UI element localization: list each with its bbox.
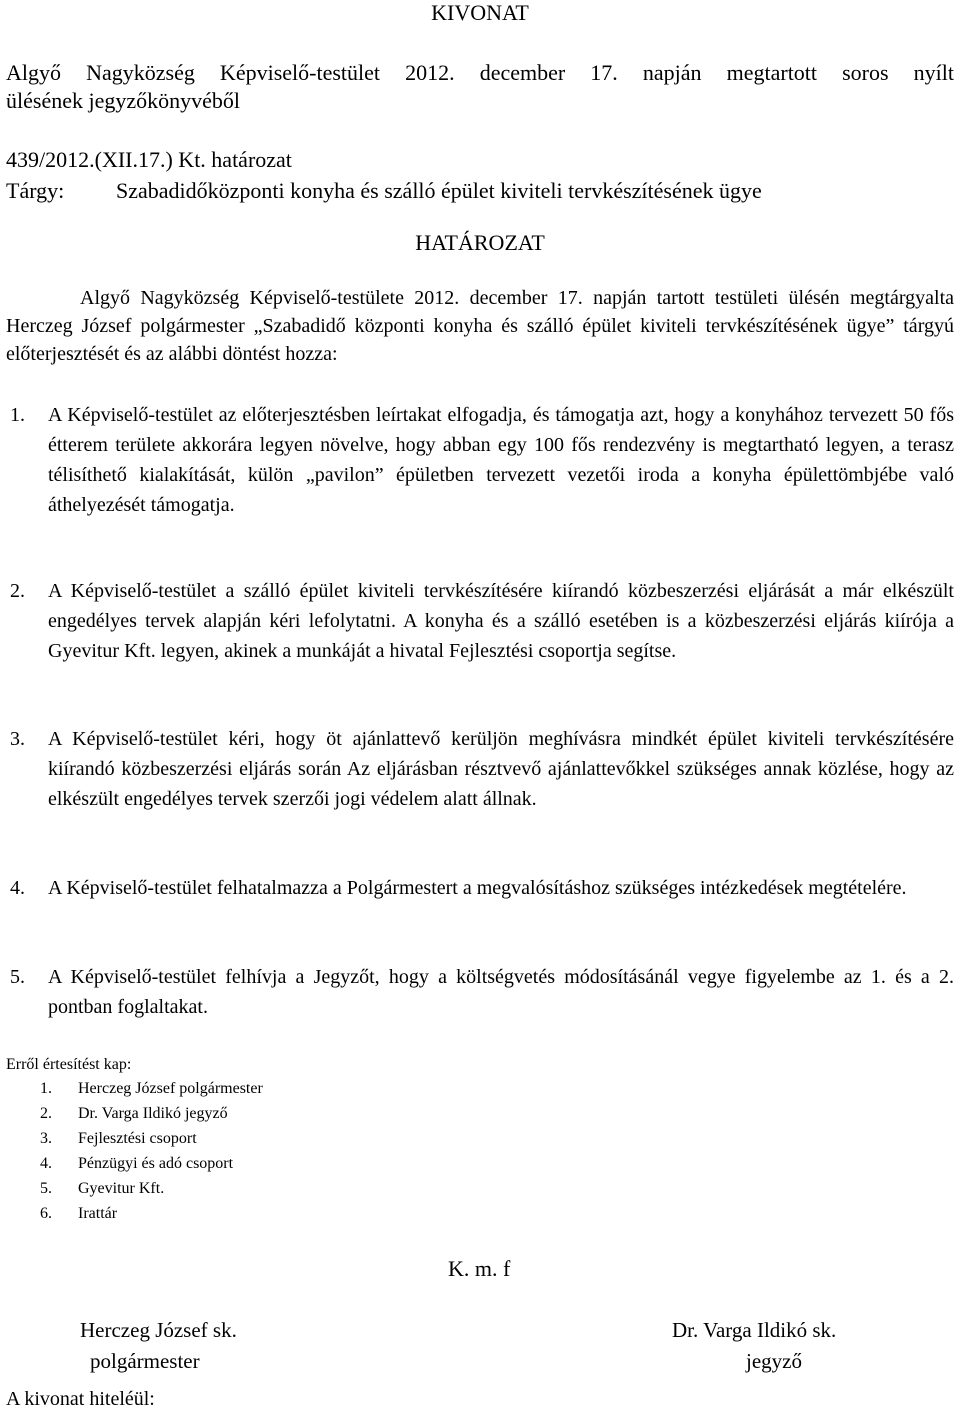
list-number: 2. <box>40 1105 52 1122</box>
item-text: A Képviselő-testület kéri, hogy öt ajánlattevő kerüljön meghívásra mindkét épület kiviteli tervkészítésére kiírandó közbeszerzési eljárás során Az eljárásban résztvevő ajánlattevőkkel szükséges annak közlése, hogy az elkészült engedélyes tervek szerzői jogi védelem alatt állnak. <box>48 728 954 810</box>
list-number: 1. <box>40 1080 52 1097</box>
certification-footer: A kivonat hiteléül: <box>6 1388 155 1410</box>
item-text: A Képviselő-testület az előterjesztésben leírtakat elfogadja, és támogatja azt, hogy a konyhához tervezett 50 fős étterem területe akkorára legyen növelve, hogy abban egy 100 fős rendezvény is megtartható legyen, a terasz télisíthető kialakítását, külön „pavilon” épületben tervezett vezetői iroda a konyha épülettömbjébe való áthelyezését támogatja. <box>48 404 954 516</box>
list-item <box>6 1176 263 1201</box>
resolution-heading: HATÁROZAT <box>415 230 545 255</box>
recipient-name: Irattár <box>78 1205 118 1222</box>
item-number: 4. <box>10 877 25 899</box>
signature-role: jegyző <box>746 1349 802 1373</box>
list-item <box>6 1201 263 1226</box>
recipient-name: Pénzügyi és adó csoport <box>78 1155 234 1172</box>
recipient-name: Herczeg József polgármester <box>78 1080 263 1097</box>
recipients-heading: Erről értesítést kap: <box>6 1056 132 1073</box>
resolution-item-2 <box>6 576 954 666</box>
recipient-name: Fejlesztési csoport <box>78 1130 197 1147</box>
list-item <box>6 1101 263 1126</box>
resolution-item-1 <box>6 400 954 520</box>
list-number: 3. <box>40 1130 52 1147</box>
list-item <box>6 1126 263 1151</box>
item-number: 3. <box>10 728 25 750</box>
subject-label: Tárgy: <box>6 178 65 203</box>
item-number: 1. <box>10 404 25 426</box>
subject-text: Szabadidőközponti konyha és szálló épület kiviteli tervkészítésének ügye <box>116 178 762 203</box>
resolution-item-3 <box>6 724 954 814</box>
item-number: 2. <box>10 580 25 602</box>
resolution-number: 439/2012.(XII.17.) Kt. határozat <box>6 147 292 172</box>
header-line-2: ülésének jegyzőkönyvéből <box>6 88 240 113</box>
signature-name: Herczeg József sk. <box>80 1318 237 1342</box>
signature-role: polgármester <box>90 1349 200 1373</box>
resolution-item-5 <box>6 962 954 1022</box>
header-line-1: Algyő Nagyközség Képviselő-testület 2012. december 17. napján megtartott soros nyílt <box>6 60 954 85</box>
list-number: 4. <box>40 1155 52 1172</box>
list-number: 6. <box>40 1205 52 1222</box>
signature-mayor <box>80 1315 237 1377</box>
list-item <box>6 1076 263 1101</box>
signature-name: Dr. Varga Ildikó sk. <box>672 1318 837 1342</box>
intro-paragraph: Algyő Nagyközség Képviselő-testülete 2012. december 17. napján tartott testületi ülésén megtárgyalta Herczeg József polgármester „Szabadidő központi konyha és szálló épület kiviteli tervkészítésének ügye” tárgyú előterjesztését és az alábbi döntést hozza: <box>6 287 954 365</box>
recipient-name: Gyevitur Kft. <box>78 1180 165 1197</box>
recipient-name: Dr. Varga Ildikó jegyző <box>78 1105 228 1122</box>
item-text: A Képviselő-testület a szálló épület kiviteli tervkészítésére kiírandó közbeszerzési eljárását a már elkészült engedélyes tervek alapján kéri lefolytatni. A konyha és a szálló esetében is a közbeszerzési eljárás kiírója a Gyevitur Kft. legyen, akinek a munkáját a hivatal Fejlesztési csoportja segítse. <box>48 580 954 662</box>
document-title: KIVONAT <box>431 0 529 25</box>
item-text: A Képviselő-testület felhívja a Jegyzőt, hogy a költségvetés módosításánál vegye figyelembe az 1. és a 2. pontban foglaltakat. <box>48 966 954 1018</box>
resolution-item-4 <box>6 873 954 903</box>
kmf-text: K. m. f <box>448 1256 511 1281</box>
signature-notary <box>672 1315 836 1377</box>
recipients-list <box>6 1076 263 1226</box>
list-number: 5. <box>40 1180 52 1197</box>
list-item <box>6 1151 263 1176</box>
item-text: A Képviselő-testület felhatalmazza a Polgármestert a megvalósításhoz szükséges intézkedések megtételére. <box>48 877 907 899</box>
item-number: 5. <box>10 966 25 988</box>
